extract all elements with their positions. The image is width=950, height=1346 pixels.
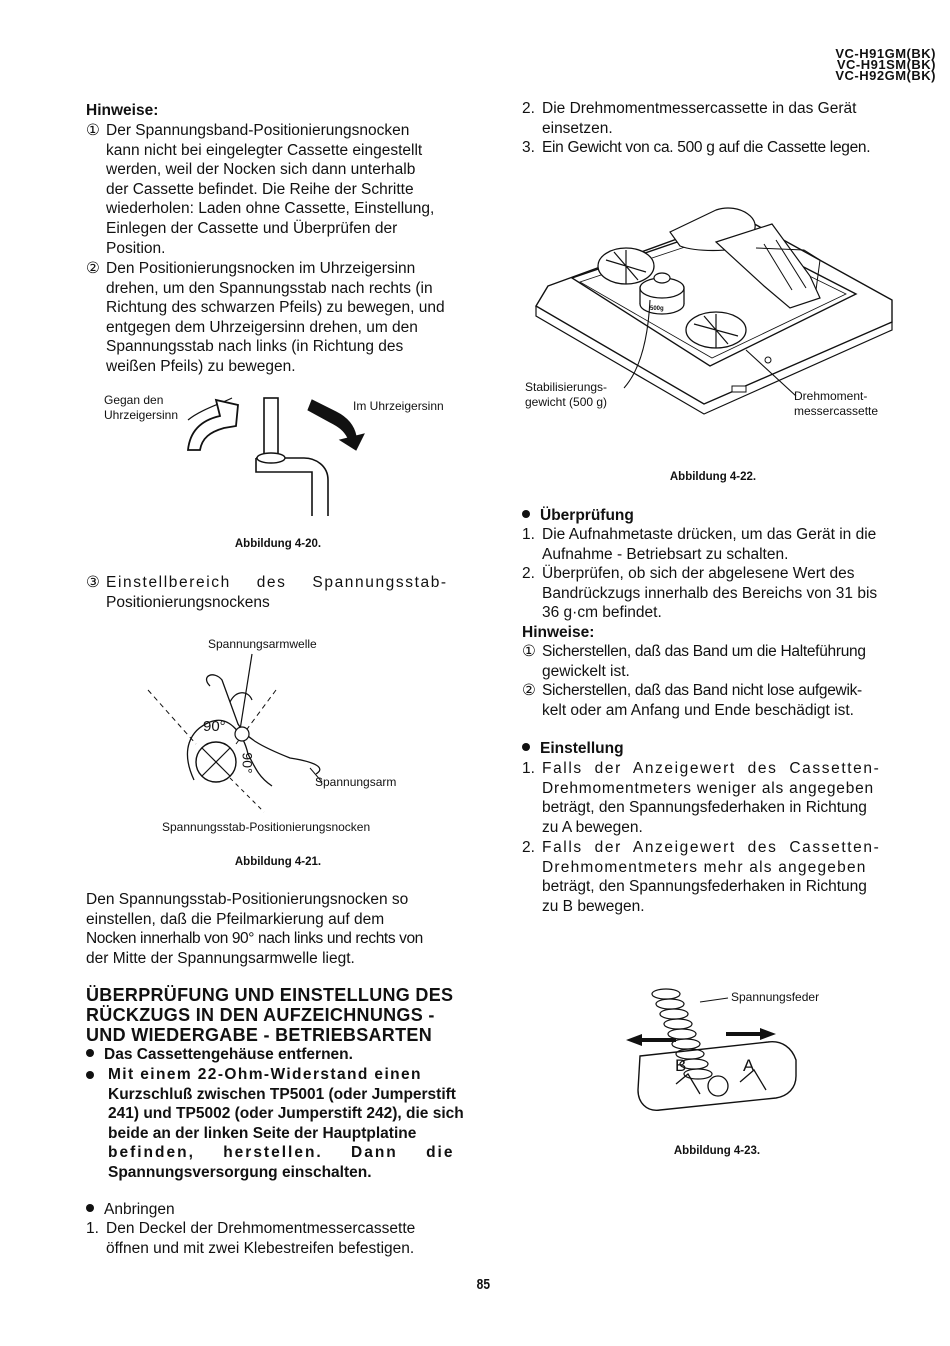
check-2-line: Bandrückzugs innerhalb des Bereichs von 31 bis — [542, 584, 878, 602]
check-2-line: 36 g·cm befindet. — [542, 604, 662, 622]
fig20-diagram — [180, 390, 380, 520]
bullet-2 — [86, 1065, 476, 1183]
adjust-1-line: beträgt, den Spannungsfederhaken in Richtung — [542, 799, 867, 817]
bullet-1-text: Das Cassettengehäuse entfernen. — [104, 1046, 353, 1063]
note-1 — [86, 121, 470, 258]
fig20-label-ccw-line: Gegan den — [104, 393, 164, 407]
bullet-3-text: Anbringen — [104, 1201, 175, 1218]
adjust-2-line: Drehmomentmeters mehr als angegeben — [542, 858, 867, 876]
hint-2-line: Sicherstellen, daß das Band nicht lose aufgewik- — [542, 682, 862, 699]
cw-arrow-icon — [308, 400, 364, 450]
note-1-marker: ① — [86, 122, 100, 139]
bullet-icon — [522, 743, 530, 751]
cam-paragraph-line: einstellen, daß die Pfeilmarkierung auf dem — [86, 910, 385, 928]
hint-1-line: Sicherstellen, daß das Band um die Halteführung — [542, 643, 866, 660]
note-1-line: kann nicht bei eingelegter Cassette eingestellt — [106, 141, 423, 159]
step-3-number: 3. — [522, 139, 535, 156]
step-2-line: einsetzen. — [542, 119, 613, 137]
hint-2 — [522, 681, 914, 720]
bullet-2-line: beide an der linken Seite der Hauptplatine — [108, 1124, 417, 1142]
note-2-line: drehen, um den Spannungsstab nach rechts (in — [106, 279, 433, 297]
step-3 — [522, 138, 912, 158]
hint-1-line: gewickelt ist. — [542, 662, 630, 680]
model-1: VC-H91GM(BK) — [835, 46, 936, 61]
bullet-3 — [86, 1200, 175, 1220]
adjust-2-line: Falls der Anzeigewert des Cassetten- — [542, 839, 881, 856]
bullet-1 — [86, 1045, 476, 1065]
step-2-number: 2. — [522, 100, 535, 117]
step-2-line: Die Drehmomentmessercassette in das Gerät — [542, 100, 857, 117]
note-2-marker: ② — [86, 260, 100, 277]
fig22-label-cassette-line: messercassette — [794, 404, 879, 418]
cam-paragraph-line: Nocken innerhalb von 90° nach links und rechts von — [86, 930, 423, 948]
note-2-line: Spannungsstab nach links (in Richtung des — [106, 338, 404, 356]
fig21-label-arm: Spannungsarm — [315, 775, 397, 789]
check-1-line: Die Aufnahmetaste drücken, um das Gerät in die — [542, 526, 877, 543]
model-2: VC-H91SM(BK) — [836, 57, 936, 72]
hint-1 — [522, 642, 914, 681]
check-1 — [522, 525, 912, 564]
step-1-line: öffnen und mit zwei Klebestreifen befestigen. — [106, 1239, 415, 1257]
arrow-right-icon — [726, 1028, 776, 1040]
adjust-1-number: 1. — [522, 760, 535, 777]
note-3-line: Einstellbereich des Spannungsstab- — [106, 574, 448, 591]
section-heading — [86, 985, 486, 1045]
step-1-number: 1. — [86, 1220, 99, 1237]
hint-2-line: kelt oder am Anfang und Ende beschädigt ist. — [542, 701, 854, 719]
note-1-line: Einlegen der Cassette und Überprüfen der — [106, 219, 398, 237]
bullet-2-line: Spannungsversorgung einschalten. — [108, 1163, 372, 1181]
bullet-2-line: Mit einem 22-Ohm-Widerstand einen — [108, 1066, 422, 1083]
note-1-line: werden, weil der Nocken sich dann unterhalb — [106, 161, 416, 179]
note-1-line: Der Spannungsband-Positionierungsnocken — [106, 122, 410, 139]
fig21-caption: Abbildung 4-21. — [234, 856, 322, 868]
fig22-label-weight-line: gewicht (500 g) — [525, 395, 608, 409]
section-heading-line: RÜCKZUGS IN DEN AUFZEICHNUNGS - — [86, 1005, 435, 1025]
check-title-text: Überprüfung — [540, 507, 634, 524]
step-1 — [86, 1219, 476, 1258]
adjust-2-line: zu B bewegen. — [542, 897, 645, 915]
fig22-label-weight — [525, 380, 607, 410]
cam-paragraph-line: der Mitte der Spannungsarmwelle liegt. — [86, 949, 355, 967]
cam-paragraph — [86, 890, 472, 968]
adjust-2-number: 2. — [522, 839, 535, 856]
fig23-label-spring: Spannungsfeder — [731, 990, 820, 1004]
check-2 — [522, 564, 912, 623]
fig22-label-cassette — [794, 389, 878, 419]
section-heading-line: UND WIEDERGABE - BETRIEBSARTEN — [86, 1025, 433, 1045]
right-hinweise-title: Hinweise: — [522, 624, 595, 641]
cam-paragraph-line: Den Spannungsstab-Positionierungsnocken so — [86, 891, 409, 908]
adjust-1-line: Falls der Anzeigewert des Cassetten- — [542, 760, 881, 777]
note-1-line: der Cassette befindet. Die Reihe der Schritte — [106, 180, 414, 198]
step-1-line: Den Deckel der Drehmomentmessercassette — [106, 1220, 416, 1237]
fig21-label-shaft: Spannungsarmwelle — [208, 637, 317, 651]
bullet-icon — [86, 1049, 94, 1057]
bullet-icon — [86, 1071, 94, 1079]
fig21-label-90a: 90° — [203, 718, 226, 735]
fig21-label-cam: Spannungsstab-Positionierungsnocken — [162, 820, 371, 834]
model-numbers — [786, 48, 936, 81]
fig22-label-cassette-line: Drehmoment- — [794, 389, 868, 403]
section-heading-line: ÜBERPRÜFUNG UND EINSTELLUNG DES — [86, 985, 454, 1005]
step-3-text: Ein Gewicht von ca. 500 g auf die Cassette legen. — [542, 139, 871, 156]
check-2-line: Überprüfen, ob sich der abgelesene Wert des — [542, 565, 855, 582]
bullet-2-line: Kurzschluß zwischen TP5001 (oder Jumperstift — [108, 1085, 456, 1103]
note-2-line: Den Positionierungsnocken im Uhrzeigersinn — [106, 260, 416, 277]
hint-1-marker: ① — [522, 643, 536, 660]
adjust-title-text: Einstellung — [540, 740, 624, 757]
fig23-label-a: A — [743, 1056, 755, 1075]
adjust-1-line: Drehmomentmeters weniger als angegeben — [542, 779, 874, 797]
fig20-caption: Abbildung 4-20. — [234, 538, 322, 550]
hinweise-title: Hinweise: — [86, 102, 159, 119]
fig23-label-b: B — [675, 1056, 687, 1075]
note-1-line: Position. — [106, 239, 166, 257]
fig22-weight-text: 500g — [650, 306, 664, 312]
note-2-line: Richtung des schwarzen Pfeils) zu bewegen, und — [106, 299, 445, 317]
adjust-title — [522, 739, 624, 759]
adjust-1 — [522, 759, 912, 837]
step-2 — [522, 99, 908, 138]
check-1-line: Aufnahme - Betriebsart zu schalten. — [542, 545, 789, 563]
check-1-number: 1. — [522, 526, 535, 543]
adjust-1-line: zu A bewegen. — [542, 818, 643, 836]
bullet-2-line: befinden, herstellen. Dann die — [108, 1144, 455, 1162]
note-2 — [86, 259, 470, 377]
fig23-caption: Abbildung 4-23. — [673, 1145, 761, 1157]
adjust-2 — [522, 838, 912, 916]
note-3-marker: ③ — [86, 574, 100, 591]
note-3 — [86, 573, 470, 612]
page-number: 85 — [476, 1276, 491, 1293]
check-title — [522, 506, 634, 526]
fig22-caption: Abbildung 4-22. — [669, 471, 757, 483]
ccw-arrow-icon — [188, 400, 238, 450]
bullet-icon — [86, 1204, 94, 1212]
fig20-label-ccw-line: Uhrzeigersinn — [104, 408, 179, 422]
bullet-2-line: 241) und TP5002 (oder Jumperstift 242), die sich — [108, 1105, 464, 1123]
hint-2-marker: ② — [522, 682, 536, 699]
fig22-label-weight-line: Stabilisierungs- — [525, 380, 608, 394]
fig20-label-ccw — [104, 393, 178, 423]
note-2-line: weißen Pfeils) zu bewegen. — [106, 357, 296, 375]
note-3-line: Positionierungsnockens — [106, 593, 270, 611]
fig21-diagram — [140, 650, 340, 820]
check-2-number: 2. — [522, 565, 535, 582]
fig20-label-cw: Im Uhrzeigersinn — [353, 399, 444, 413]
adjust-2-line: beträgt, den Spannungsfederhaken in Richtung — [542, 878, 867, 896]
bullet-icon — [522, 510, 530, 518]
fig21-label-90b: 90° — [239, 752, 256, 774]
note-2-line: entgegen dem Uhrzeigersinn drehen, um den — [106, 318, 418, 336]
note-1-line: wiederholen: Laden ohne Cassette, Einstellung, — [106, 200, 435, 218]
model-3: VC-H92GM(BK) — [835, 68, 936, 83]
